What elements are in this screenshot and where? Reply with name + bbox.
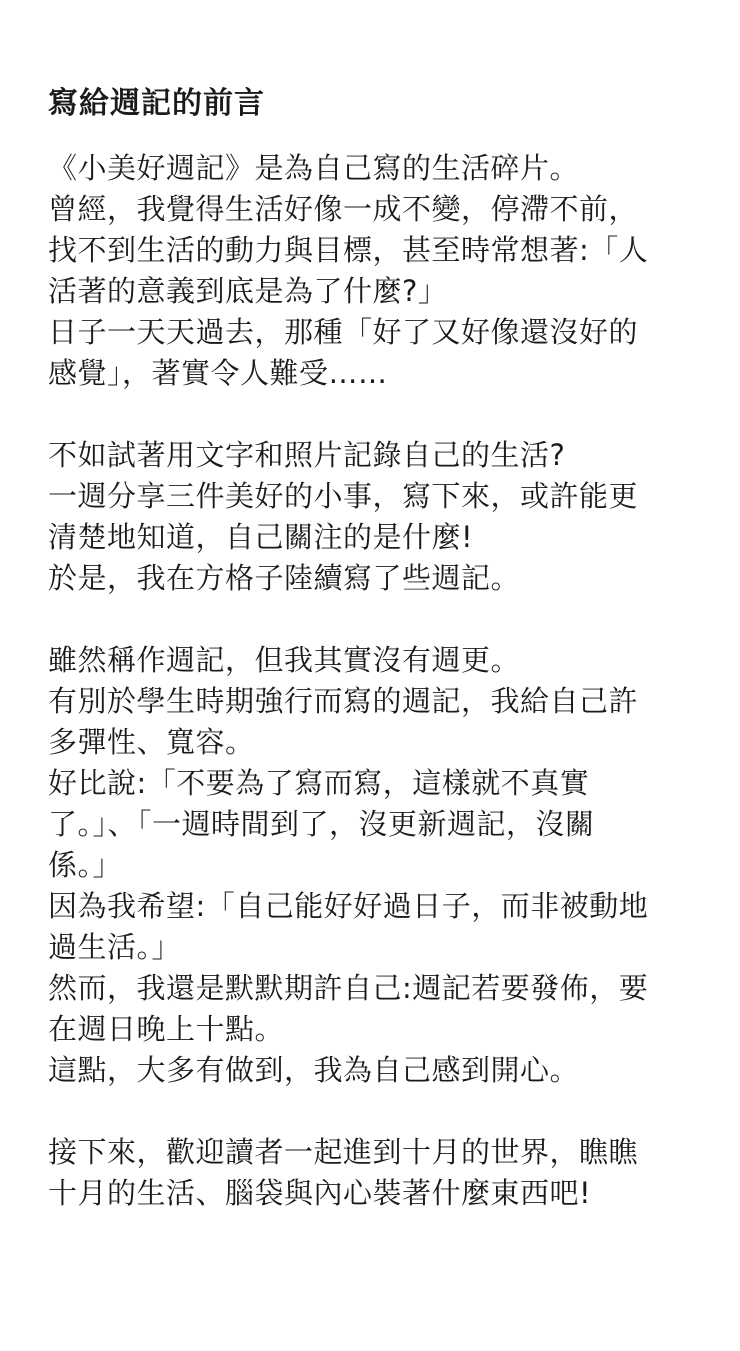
paragraph-break: [48, 1091, 708, 1132]
text-line: 過生活。」: [48, 930, 182, 964]
text-line: 於是，我在方格子陸續寫了些週記。: [48, 561, 521, 595]
text-line: 這點，大多有做到，我為自己感到開心。: [48, 1053, 580, 1087]
text-line: 係。」: [48, 848, 123, 882]
text-line: 日子一天天過去，那種「好了又好像還沒好的: [48, 315, 639, 349]
text-line: 好比說:「不要為了寫而寫，這樣就不真實: [48, 766, 590, 800]
text-line: 有別於學生時期強行而寫的週記，我給自己許: [48, 684, 639, 718]
text-line: 清楚地知道，自己關注的是什麼!: [48, 520, 474, 554]
text-line: 接下來，歡迎讀者一起進到十月的世界，瞧瞧: [48, 1135, 639, 1169]
text-line: 在週日晚上十點。: [48, 1012, 285, 1046]
text-line: 《小美好週記》是為自己寫的生活碎片。: [48, 151, 580, 185]
paragraph-break: [48, 599, 708, 640]
text-line: 不如試著用文字和照片記錄自己的生活?: [48, 438, 566, 472]
text-line: 感覺」，著實令人難受……: [48, 356, 388, 390]
text-line: 了。」、「一週時間到了，沒更新週記，沒關: [48, 807, 595, 841]
text-line: 十月的生活、腦袋與內心裝著什麼東西吧!: [48, 1176, 592, 1210]
text-line: 曾經，我覺得生活好像一成不變，停滯不前，: [48, 192, 639, 226]
text-line: 雖然稱作週記，但我其實沒有週更。: [48, 643, 521, 677]
document-page: [48, 82, 708, 1214]
text-line: 多彈性、寬容。: [48, 725, 255, 759]
text-line: 活著的意義到底是為了什麼?」: [48, 274, 448, 308]
text-line: 找不到生活的動力與目標，甚至時常想著:「人: [48, 233, 649, 267]
page-title: 寫給週記的前言: [48, 86, 265, 121]
body-text: [48, 148, 708, 1214]
text-line: 因為我希望:「自己能好好過日子，而非被動地: [48, 889, 649, 923]
paragraph-break: [48, 394, 708, 435]
text-line: 一週分享三件美好的小事，寫下來，或許能更: [48, 479, 639, 513]
text-line: 然而，我還是默默期許自己:週記若要發佈，要: [48, 971, 649, 1005]
